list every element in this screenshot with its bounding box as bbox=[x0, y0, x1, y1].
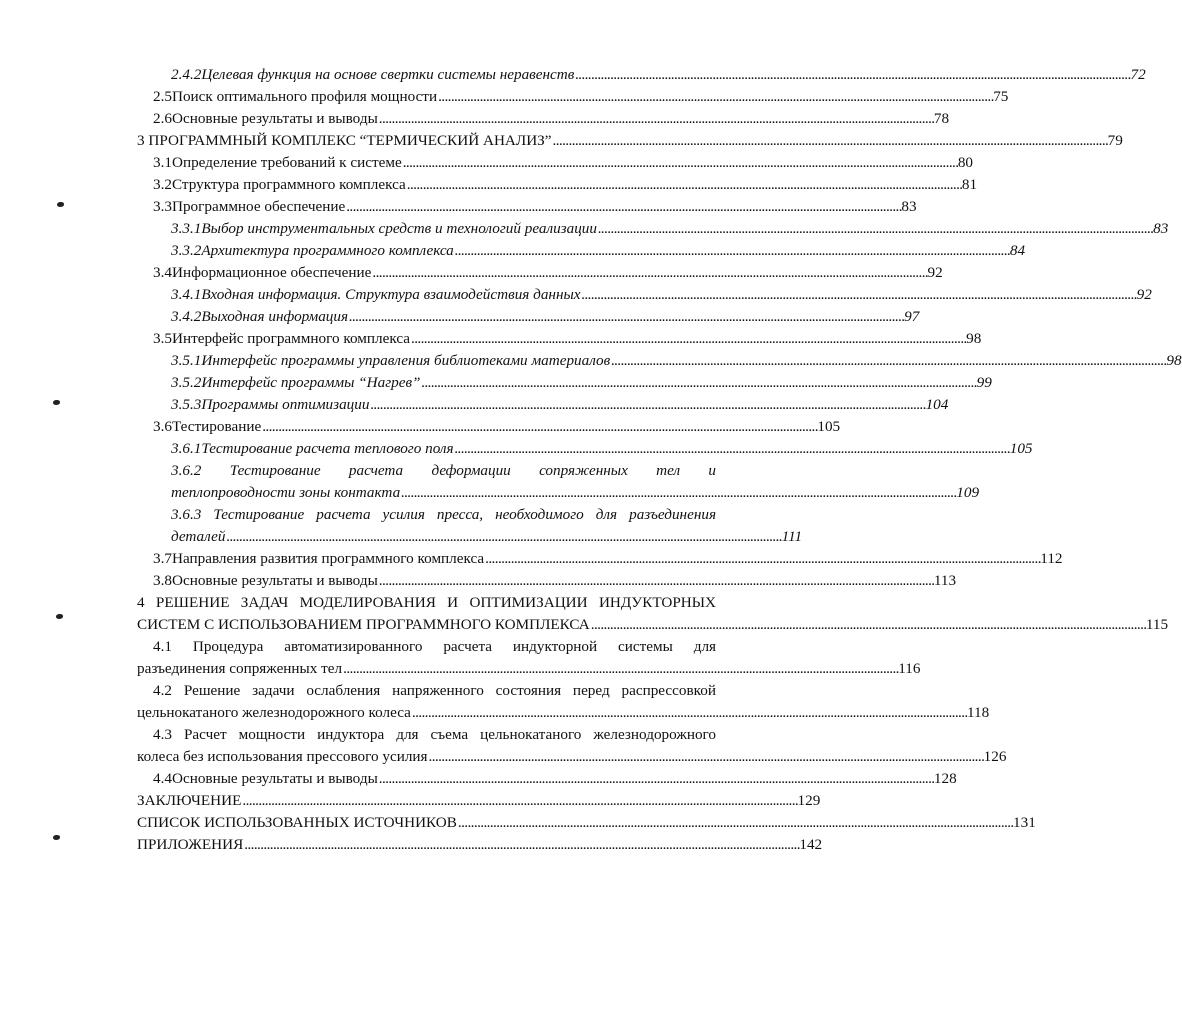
toc-entry[interactable] bbox=[137, 196, 917, 218]
entry-title: Интерфейс программы управления библиотеками материалов bbox=[201, 352, 611, 369]
dot-leader bbox=[262, 416, 816, 438]
entry-title-continuation: разъединения сопряженных тел bbox=[137, 660, 343, 677]
section-number: 3.8 bbox=[153, 572, 172, 589]
dot-leader bbox=[244, 834, 798, 856]
dot-leader bbox=[379, 768, 933, 790]
section-number: 4.1 bbox=[153, 638, 172, 655]
toc-entry[interactable] bbox=[137, 812, 1036, 834]
section-number: 3.6.1 bbox=[171, 440, 202, 457]
dot-leader bbox=[611, 350, 1165, 372]
entry-title: 4 РЕШЕНИЕ ЗАДАЧ МОДЕЛИРОВАНИЯ И ОПТИМИЗАЦИИ ИНДУКТОРНЫХ bbox=[137, 594, 716, 611]
page-number: 131 bbox=[1013, 814, 1036, 831]
page-number: 79 bbox=[1107, 132, 1123, 149]
section-number: 2.6 bbox=[153, 110, 172, 127]
toc-entry[interactable] bbox=[137, 834, 823, 856]
table-of-contents bbox=[137, 64, 1182, 856]
toc-entry[interactable] bbox=[137, 218, 1169, 240]
dot-leader bbox=[379, 108, 933, 130]
entry-title-continuation: СИСТЕМ С ИСПОЛЬЗОВАНИЕМ ПРОГРАММНОГО КОМПЛЕКСА bbox=[137, 616, 590, 633]
toc-entry[interactable] bbox=[137, 570, 957, 592]
section-number: 3.3.1 bbox=[171, 220, 202, 237]
toc-entry[interactable] bbox=[137, 262, 943, 284]
page-number: 78 bbox=[933, 110, 950, 127]
page-number: 84 bbox=[1009, 242, 1026, 259]
dot-leader bbox=[458, 812, 1012, 834]
dot-leader bbox=[343, 658, 897, 680]
dot-leader bbox=[411, 328, 965, 350]
dot-leader bbox=[575, 64, 1129, 86]
entry-title: Целевая функция на основе свертки системы неравенств bbox=[201, 66, 575, 83]
page-number: 97 bbox=[904, 308, 920, 325]
section-number: 3.3.2 bbox=[171, 242, 202, 259]
toc-entry[interactable] bbox=[137, 680, 716, 702]
scan-speck bbox=[57, 202, 64, 207]
dot-leader bbox=[370, 394, 924, 416]
entry-title-continuation: теплопроводности зоны контакта bbox=[171, 484, 401, 501]
entry-title: Программное обеспечение bbox=[171, 198, 346, 215]
dot-leader bbox=[379, 570, 933, 592]
page-number: 105 bbox=[1009, 440, 1033, 457]
toc-entry[interactable] bbox=[137, 152, 973, 174]
entry-title: Входная информация. Структура взаимодействия данных bbox=[201, 286, 581, 303]
entry-title: Выбор инструментальных средств и технологий реализации bbox=[201, 220, 597, 237]
page-number: 142 bbox=[799, 836, 823, 853]
entry-title: Процедура автоматизированного расчета индукторной системы для bbox=[192, 638, 717, 655]
toc-entry[interactable] bbox=[137, 372, 992, 394]
section-number: 3.1 bbox=[153, 154, 172, 171]
toc-entry-continuation bbox=[137, 614, 1169, 636]
entry-title: ЗАКЛЮЧЕНИЕ bbox=[137, 792, 242, 809]
entry-title: Выходная информация bbox=[201, 308, 349, 325]
page-number: 99 bbox=[976, 374, 992, 391]
section-number: 4.3 bbox=[153, 726, 172, 743]
scan-speck bbox=[53, 400, 60, 405]
entry-title-continuation: деталей bbox=[171, 528, 226, 545]
dot-leader bbox=[407, 174, 961, 196]
page-number: 104 bbox=[925, 396, 949, 413]
toc-entry-continuation bbox=[137, 526, 803, 548]
entry-title: Информационное обеспечение bbox=[171, 264, 372, 281]
section-number: 3.5.3 bbox=[171, 396, 202, 413]
page-number: 129 bbox=[797, 792, 821, 809]
toc-entry[interactable] bbox=[137, 592, 716, 614]
scan-speck bbox=[56, 614, 63, 619]
dot-leader bbox=[372, 262, 926, 284]
section-number: 3.2 bbox=[153, 176, 172, 193]
toc-entry[interactable] bbox=[137, 438, 1033, 460]
page-number: 113 bbox=[933, 572, 957, 589]
entry-title: Основные результаты и выводы bbox=[171, 110, 378, 127]
dot-leader bbox=[582, 284, 1136, 306]
toc-entry[interactable] bbox=[137, 284, 1152, 306]
page-number: 116 bbox=[898, 660, 921, 677]
page-number: 72 bbox=[1130, 66, 1146, 83]
dot-leader bbox=[429, 746, 983, 768]
toc-entry[interactable] bbox=[137, 636, 716, 658]
toc-entry[interactable] bbox=[137, 130, 1123, 152]
entry-title: Определение требований к системе bbox=[171, 154, 402, 171]
page-number: 111 bbox=[781, 528, 803, 545]
entry-title: Интерфейс программы “Нагрев” bbox=[201, 374, 421, 391]
page-number: 115 bbox=[1145, 616, 1169, 633]
page-number: 98 bbox=[966, 330, 982, 347]
entry-title: Архитектура программного комплекса bbox=[201, 242, 454, 259]
page-number: 92 bbox=[927, 264, 943, 281]
dot-leader bbox=[349, 306, 903, 328]
entry-title: 3 ПРОГРАММНЫЙ КОМПЛЕКС “ТЕРМИЧЕСКИЙ АНАЛИЗ” bbox=[137, 132, 552, 149]
section-number: 3.7 bbox=[153, 550, 172, 567]
toc-entry-continuation bbox=[137, 746, 1007, 768]
page-number: 83 bbox=[901, 198, 917, 215]
toc-entry[interactable] bbox=[137, 328, 982, 350]
toc-entry[interactable] bbox=[137, 306, 920, 328]
dot-leader bbox=[422, 372, 976, 394]
entry-title: Поиск оптимального профиля мощности bbox=[171, 88, 438, 105]
dot-leader bbox=[598, 218, 1152, 240]
section-number: 3.6 bbox=[153, 418, 172, 435]
page-number: 92 bbox=[1136, 286, 1152, 303]
page-number: 75 bbox=[993, 88, 1009, 105]
section-number: 4.4 bbox=[153, 770, 172, 787]
toc-entry[interactable] bbox=[137, 64, 1146, 86]
toc-entry[interactable] bbox=[137, 724, 716, 746]
toc-entry[interactable] bbox=[137, 504, 716, 526]
section-number: 3.5.1 bbox=[171, 352, 202, 369]
entry-title: Тестирование расчета деформации сопряженных тел и bbox=[229, 462, 717, 479]
toc-entry[interactable] bbox=[137, 416, 841, 438]
dot-leader bbox=[227, 526, 781, 548]
toc-entry[interactable] bbox=[137, 174, 978, 196]
dot-leader bbox=[412, 702, 966, 724]
page-number: 126 bbox=[983, 748, 1007, 765]
page-number: 105 bbox=[817, 418, 841, 435]
section-number: 3.4.1 bbox=[171, 286, 202, 303]
dot-leader bbox=[242, 790, 796, 812]
toc-entry-continuation bbox=[137, 702, 990, 724]
toc-entry-continuation bbox=[137, 658, 921, 680]
entry-title: ПРИЛОЖЕНИЯ bbox=[137, 836, 244, 853]
entry-title: Интерфейс программного комплекса bbox=[171, 330, 410, 347]
entry-title: Направления развития программного комплекса bbox=[171, 550, 485, 567]
entry-title-continuation: колеса без использования прессового усилия bbox=[137, 748, 428, 765]
entry-title: Основные результаты и выводы bbox=[171, 572, 378, 589]
page-number: 112 bbox=[1040, 550, 1063, 567]
dot-leader bbox=[455, 438, 1009, 460]
section-number: 2.4.2 bbox=[171, 66, 202, 83]
entry-title: Решение задачи ослабления напряженного состояния перед распрессовкой bbox=[183, 682, 717, 699]
toc-entry[interactable] bbox=[137, 460, 716, 482]
section-number: 3.3 bbox=[153, 198, 172, 215]
section-number: 3.5 bbox=[153, 330, 172, 347]
toc-entry[interactable] bbox=[137, 350, 1182, 372]
dot-leader bbox=[591, 614, 1145, 636]
dot-leader bbox=[403, 152, 957, 174]
toc-entry[interactable] bbox=[137, 790, 821, 812]
page-number: 118 bbox=[967, 704, 990, 721]
entry-title: Тестирование расчета усилия пресса, необходимого для разъединения bbox=[213, 506, 717, 523]
section-number: 3.5.2 bbox=[171, 374, 202, 391]
entry-title: Тестирование bbox=[171, 418, 262, 435]
toc-entry[interactable] bbox=[137, 548, 1063, 570]
entry-title: Программы оптимизации bbox=[201, 396, 370, 413]
toc-entry[interactable] bbox=[137, 108, 950, 130]
dot-leader bbox=[455, 240, 1009, 262]
page-number: 83 bbox=[1153, 220, 1169, 237]
toc-entry[interactable] bbox=[137, 240, 1026, 262]
page-number: 98 bbox=[1166, 352, 1182, 369]
toc-entry-continuation bbox=[137, 482, 980, 504]
entry-title: Тестирование расчета теплового поля bbox=[201, 440, 454, 457]
section-number: 4.2 bbox=[153, 682, 172, 699]
toc-entry[interactable] bbox=[137, 394, 949, 416]
page-number: 109 bbox=[956, 484, 980, 501]
entry-title: СПИСОК ИСПОЛЬЗОВАННЫХ ИСТОЧНИКОВ bbox=[137, 814, 457, 831]
dot-leader bbox=[438, 86, 992, 108]
page-number: 80 bbox=[957, 154, 973, 171]
page-number: 81 bbox=[961, 176, 978, 193]
dot-leader bbox=[553, 130, 1107, 152]
entry-title: Расчет мощности индуктора для съема цельнокатаного железнодорожного bbox=[183, 726, 717, 743]
section-number: 3.4.2 bbox=[171, 308, 202, 325]
toc-entry[interactable] bbox=[137, 86, 1009, 108]
entry-title-continuation: цельнокатаного железнодорожного колеса bbox=[137, 704, 411, 721]
section-number: 2.5 bbox=[153, 88, 172, 105]
section-number: 3.4 bbox=[153, 264, 172, 281]
dot-leader bbox=[401, 482, 955, 504]
section-number: 3.6.2 bbox=[171, 462, 202, 479]
entry-title: Основные результаты и выводы bbox=[171, 770, 378, 787]
page-number: 128 bbox=[933, 770, 957, 787]
entry-title: Структура программного комплекса bbox=[171, 176, 406, 193]
scan-speck bbox=[53, 835, 60, 840]
toc-entry[interactable] bbox=[137, 768, 957, 790]
dot-leader bbox=[346, 196, 900, 218]
section-number: 3.6.3 bbox=[171, 506, 202, 523]
dot-leader bbox=[485, 548, 1039, 570]
